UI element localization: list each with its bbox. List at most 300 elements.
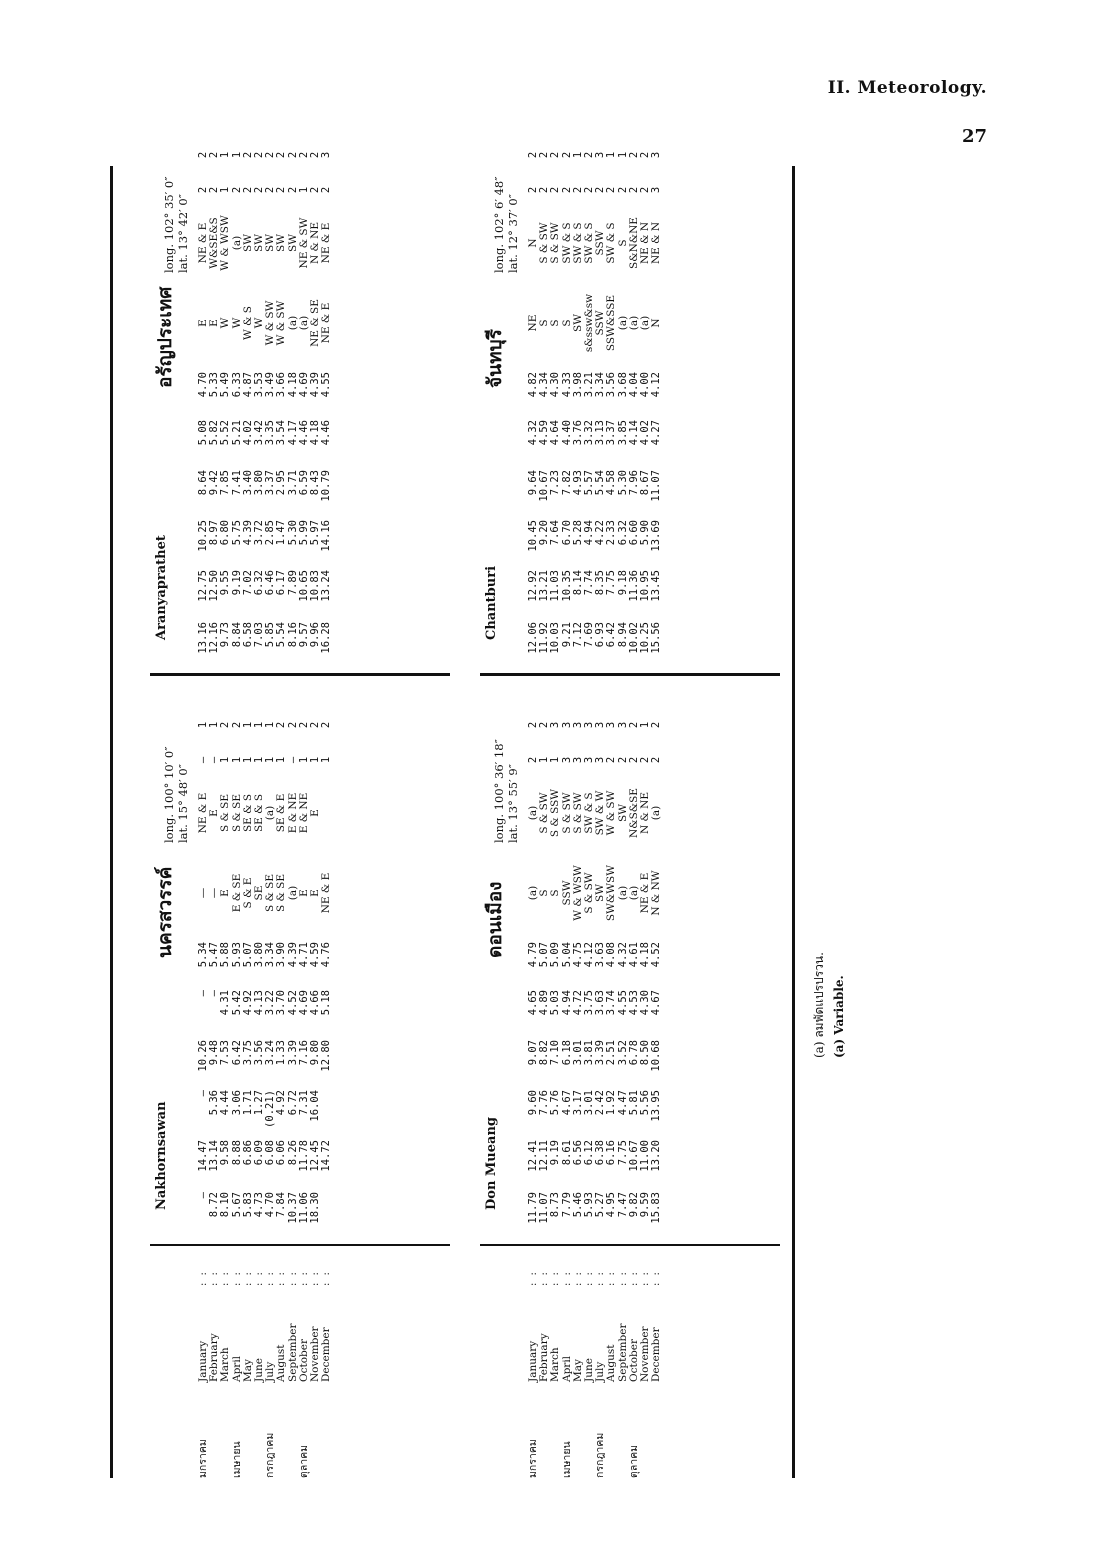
count-cell: 3 (594, 756, 607, 764)
wind-cell: SW & S (571, 222, 584, 264)
thai-month-label: มกราคม (197, 1439, 209, 1478)
page-header: II. Meteorology. (827, 78, 987, 98)
thai-month-label: ตุลาคม (297, 1444, 310, 1478)
data-cell: 3.72 (252, 520, 265, 546)
count-cell: 2 (208, 151, 221, 159)
count-cell: 1 (219, 151, 232, 159)
wind-cell: (a) (527, 805, 539, 821)
data-cell: 10.95 (638, 570, 651, 602)
wind-cell: S & E (241, 877, 254, 909)
data-cell (321, 1192, 332, 1238)
data-cell: 6.17 (275, 570, 288, 596)
thai-month-label (321, 1368, 332, 1478)
data-cell: 3.76 (571, 420, 584, 446)
wind-cell: W & SW (605, 790, 618, 836)
data-cell: 12.92 (527, 570, 539, 602)
data-cell: 3.01 (571, 1040, 584, 1066)
station-name: Aranyaprathet (154, 535, 169, 640)
data-cell: 5.42 (230, 990, 243, 1016)
data-column (198, 1090, 332, 1136)
data-column (528, 470, 662, 516)
wind-cell: SW (275, 234, 288, 252)
data-cell: 4.94 (582, 520, 595, 546)
month-labels (528, 1282, 662, 1382)
data-cell: 10.65 (297, 570, 310, 602)
data-cell: 10.45 (527, 520, 539, 552)
count-cell: 1 (320, 756, 333, 764)
data-cell: 14.72 (320, 1140, 333, 1172)
data-cell: 4.72 (571, 990, 584, 1016)
count-cell: 2 (241, 151, 254, 159)
thai-month-label: เมษายน (230, 1441, 243, 1478)
data-cell: 11.06 (297, 1192, 310, 1224)
count-cell: 2 (230, 186, 243, 194)
dot-leader: : : (220, 1270, 232, 1286)
dot-leader: : : (595, 1270, 607, 1286)
wind-cell: E (297, 889, 310, 897)
wind-cell: NE & E (320, 302, 333, 344)
data-cell: 4.93 (571, 470, 584, 496)
wind-cell: SE (252, 885, 265, 901)
count-cell: 2 (286, 721, 299, 729)
count-cell: 2 (549, 186, 562, 194)
month-label: September (286, 1323, 299, 1382)
data-column (528, 942, 662, 988)
count-cell: 3 (582, 721, 595, 729)
data-cell: 4.47 (616, 1090, 629, 1116)
wind-cell: SW (252, 234, 265, 252)
count-cell: 2 (241, 186, 254, 194)
data-cell: 3.98 (571, 372, 584, 398)
wind-cell: N & NE (638, 791, 651, 835)
wind-cell: S (549, 319, 562, 327)
data-cell: 4.46 (297, 420, 310, 446)
wind-cell: SSW (594, 230, 607, 256)
wind-cell: W & WSW (219, 215, 232, 271)
wind-cell: NE (527, 314, 539, 332)
count-cell: 3 (560, 721, 573, 729)
data-cell: 4.00 (638, 372, 651, 398)
count-cell: 2 (275, 721, 288, 729)
thai-month-label (276, 1368, 287, 1478)
wind-cell: E (197, 319, 209, 327)
wind-cell: (a) (527, 885, 539, 901)
data-cell: 4.69 (297, 990, 310, 1016)
count-cell: 2 (627, 721, 640, 729)
count-cell: 2 (308, 721, 321, 729)
data-cell: 5.28 (571, 520, 584, 546)
data-cell: 10.68 (650, 1040, 663, 1072)
data-cell: 6.46 (264, 570, 277, 596)
data-cell: 4.71 (297, 942, 310, 968)
month-label: February (538, 1333, 551, 1382)
data-cell: 3.32 (582, 420, 595, 446)
wind-cell: SSW (594, 310, 607, 336)
data-cell: 5.99 (297, 520, 310, 546)
count-cell: 1 (197, 721, 209, 729)
data-cell: 3.70 (275, 990, 288, 1016)
month-label: June (252, 1358, 265, 1382)
count-cell: — (208, 756, 221, 764)
count-cell: 2 (571, 186, 584, 194)
data-cell: 9.60 (527, 1090, 539, 1116)
data-cell: 9.59 (638, 1192, 651, 1218)
data-cell: 5.30 (616, 470, 629, 496)
data-cell: 9.55 (219, 570, 232, 596)
data-cell: 5.57 (582, 470, 595, 496)
wind-cell: S & SW (549, 222, 562, 264)
data-column (528, 990, 662, 1036)
count-cell: 2 (320, 721, 333, 729)
count-cell: 2 (650, 756, 663, 764)
data-cell: 7.41 (230, 470, 243, 496)
data-column (528, 1140, 662, 1186)
station-name: Chantburi (484, 565, 499, 640)
data-cell: 3.40 (241, 470, 254, 496)
count-cell: 2 (594, 186, 607, 194)
data-cell: 3.90 (275, 942, 288, 968)
page-number: 27 (961, 126, 987, 147)
data-cell: 3.42 (252, 420, 265, 446)
wind-cell: (a) (230, 235, 243, 251)
count-cell: 1 (241, 756, 254, 764)
data-cell: 6.18 (560, 1040, 573, 1066)
count-cell: 2 (197, 186, 209, 194)
thai-month-label (550, 1368, 561, 1478)
dot-leader: : : (561, 1270, 573, 1286)
count-cell: 1 (230, 756, 243, 764)
data-cell: 5.47 (208, 942, 221, 968)
data-cell: 1.33 (275, 1040, 288, 1066)
data-cell: 15.83 (650, 1192, 663, 1224)
data-cell: 3.63 (594, 990, 607, 1016)
count-cell: 2 (538, 186, 551, 194)
dot-leader: : : (309, 1270, 321, 1286)
data-cell: 7.74 (582, 570, 595, 596)
wind-cell: SW (286, 234, 299, 252)
data-cell: 8.84 (230, 622, 243, 648)
data-cell: 3.06 (230, 1090, 243, 1116)
footnote-thai: (a) ลมพัดแปรปรวน. (812, 952, 826, 1058)
data-cell: 6.38 (594, 1140, 607, 1166)
station-divider (150, 1244, 450, 1246)
data-cell: 5.67 (230, 1192, 243, 1218)
count-cell: 2 (616, 186, 629, 194)
data-cell: 5.08 (197, 420, 209, 446)
month-label: May (571, 1359, 584, 1382)
data-cell: 7.31 (297, 1090, 310, 1116)
data-cell: 13.69 (650, 520, 663, 552)
data-cell: 7.96 (627, 470, 640, 496)
data-cell: 4.75 (571, 942, 584, 968)
data-cell: 4.46 (320, 420, 333, 446)
data-cell: 3.66 (275, 372, 288, 398)
count-cell: 1 (538, 756, 551, 764)
wind-cell: E (208, 809, 221, 817)
station-longitude: long. 100° 36′ 18″ (492, 739, 506, 843)
data-cell: 4.52 (286, 990, 299, 1016)
data-cell: 12.41 (527, 1140, 539, 1172)
dot-leader: : : (550, 1270, 562, 1286)
data-cell: 7.12 (571, 622, 584, 648)
data-cell: — (208, 990, 221, 997)
count-cell: 2 (605, 186, 618, 194)
wind-cell: NE & N (638, 221, 651, 265)
data-column (528, 622, 662, 668)
thai-month-label (243, 1368, 254, 1478)
data-cell: 5.54 (594, 470, 607, 496)
wind-cell: SE & E (275, 793, 288, 833)
wind-column (528, 858, 662, 928)
data-cell: 4.27 (650, 420, 663, 446)
wind-cell: NE & E (197, 222, 209, 264)
wind-cell: SW & W (594, 790, 607, 836)
month-label: February (208, 1333, 221, 1382)
data-column (528, 372, 662, 418)
count-cell: 1 (308, 756, 321, 764)
data-cell: 4.33 (560, 372, 573, 398)
data-cell: 3.53 (252, 372, 265, 398)
count-column (528, 752, 662, 768)
count-cell: 1 (605, 151, 618, 159)
data-cell: 4.65 (527, 990, 539, 1016)
data-cell: 6.80 (219, 520, 232, 546)
data-cell: 5.54 (275, 622, 288, 648)
data-cell: 3.34 (594, 372, 607, 398)
data-cell: 7.03 (252, 622, 265, 648)
month-label: March (549, 1347, 562, 1382)
wind-cell: S & SE (219, 793, 232, 833)
data-cell: 5.34 (197, 942, 209, 968)
data-cell: 13.20 (650, 1140, 663, 1172)
count-cell: 2 (605, 756, 618, 764)
data-cell: 4.44 (219, 1090, 232, 1116)
station-latitude: lat. 13° 55′ 9″ (506, 763, 520, 843)
table-band (150, 151, 450, 1478)
data-cell: 2.95 (275, 470, 288, 496)
data-cell: 1.47 (275, 520, 288, 546)
data-cell: 9.82 (627, 1192, 640, 1218)
count-cell: 3 (549, 721, 562, 729)
data-cell: 2.33 (605, 520, 618, 546)
data-cell: 9.18 (616, 570, 629, 596)
data-cell: 12.80 (320, 1040, 333, 1072)
data-cell: 2.51 (605, 1040, 618, 1066)
data-cell: 3.56 (252, 1040, 265, 1066)
data-cell: 4.89 (538, 990, 551, 1016)
data-cell: 7.75 (605, 570, 618, 596)
wind-cell: S & SW (571, 792, 584, 834)
data-cell: 6.12 (582, 1140, 595, 1166)
data-cell: 5.33 (208, 372, 221, 398)
month-label: April (230, 1355, 243, 1382)
count-cell: 3 (605, 721, 618, 729)
data-cell: 4.67 (650, 990, 663, 1016)
count-cell: 2 (560, 186, 573, 194)
data-cell: 14.47 (197, 1140, 209, 1172)
wind-cell: SW & S (582, 792, 595, 834)
table-band (480, 151, 780, 1478)
data-cell: 4.14 (627, 420, 640, 446)
thai-month-labels (528, 1368, 662, 1478)
data-cell: 4.69 (297, 372, 310, 398)
data-cell: 5.97 (308, 520, 321, 546)
month-dot-leaders (198, 1270, 332, 1286)
data-cell: 4.58 (605, 470, 618, 496)
dot-leader: : : (628, 1270, 640, 1286)
data-cell: 3.68 (616, 372, 629, 398)
count-cell: 3 (320, 151, 333, 159)
data-cell: 12.06 (527, 622, 539, 654)
count-cell: 2 (297, 151, 310, 159)
data-cell: 4.59 (538, 420, 551, 446)
data-column (528, 520, 662, 566)
data-cell: 6.59 (297, 470, 310, 496)
data-cell: 7.85 (219, 470, 232, 496)
data-cell: 4.39 (286, 942, 299, 968)
data-cell: 4.73 (252, 1192, 265, 1218)
data-cell: 9.96 (308, 622, 321, 648)
thai-month-labels (198, 1368, 332, 1478)
data-cell: 9.48 (208, 1040, 221, 1066)
count-cell: 1 (571, 151, 584, 159)
data-cell: 6.72 (286, 1090, 299, 1116)
data-cell: 4.31 (219, 990, 232, 1016)
table-top-rule (110, 166, 113, 1478)
data-cell: 7.82 (560, 470, 573, 496)
data-cell: 6.60 (627, 520, 640, 546)
data-column (528, 570, 662, 616)
wind-cell: SSW (560, 880, 573, 906)
thai-month-label (209, 1368, 220, 1478)
data-cell: 6.56 (571, 1140, 584, 1166)
wind-cell: NE & SW (297, 217, 310, 269)
data-cell: 4.08 (605, 942, 618, 968)
data-cell: 5.09 (549, 942, 562, 968)
wind-cell: E (208, 319, 221, 327)
dot-leader: : : (651, 1270, 663, 1286)
data-column (198, 990, 332, 1036)
data-cell: 3.13 (594, 420, 607, 446)
data-column (198, 1192, 332, 1238)
wind-cell: SW & S (582, 222, 595, 264)
wind-cell: SW (264, 234, 277, 252)
wind-cell: S & SW (582, 872, 595, 914)
data-cell: 4.66 (308, 990, 321, 1016)
dot-leader: : : (276, 1270, 288, 1286)
data-cell: 6.58 (241, 622, 254, 648)
data-cell: 6.78 (627, 1040, 640, 1066)
data-cell: 13.16 (197, 622, 209, 654)
data-cell: 5.90 (638, 520, 651, 546)
thai-month-label (288, 1368, 299, 1478)
count-cell: 2 (230, 721, 243, 729)
data-cell: 3.01 (582, 1090, 595, 1116)
data-cell: 4.13 (252, 990, 265, 1016)
data-cell: 3.17 (571, 1090, 584, 1116)
data-cell: 6.93 (594, 622, 607, 648)
data-cell: 6.42 (605, 622, 618, 648)
month-label: April (560, 1355, 573, 1382)
data-cell: 5.93 (582, 1192, 595, 1218)
data-cell: 7.53 (219, 1040, 232, 1066)
data-cell: 3.34 (264, 942, 277, 968)
count-cell: 1 (297, 186, 310, 194)
data-cell: 7.64 (549, 520, 562, 546)
data-cell: 6.42 (230, 1040, 243, 1066)
data-cell: 4.53 (627, 990, 640, 1016)
count-cell: 2 (219, 721, 232, 729)
count-cell: 2 (275, 151, 288, 159)
month-dot-leaders (528, 1270, 662, 1286)
wind-cell: W&SE&S (208, 217, 221, 269)
data-cell: 9.73 (219, 622, 232, 648)
count-cell: 2 (627, 151, 640, 159)
month-label: October (297, 1339, 310, 1382)
month-label: January (197, 1340, 209, 1382)
data-cell: 10.67 (538, 470, 551, 502)
data-cell: 3.74 (605, 990, 618, 1016)
month-label: July (264, 1361, 277, 1382)
data-cell: 18.30 (308, 1192, 321, 1224)
data-cell: 4.17 (286, 420, 299, 446)
count-cell: 2 (650, 721, 663, 729)
data-cell: 5.27 (594, 1192, 607, 1218)
data-cell: 4.59 (308, 942, 321, 968)
count-cell: 2 (527, 186, 539, 194)
data-column (198, 1140, 332, 1186)
data-cell: 4.61 (627, 942, 640, 968)
month-label: July (594, 1361, 607, 1382)
dot-leader: : : (572, 1270, 584, 1286)
data-cell: 7.79 (560, 1192, 573, 1218)
dot-leader: : : (639, 1270, 651, 1286)
data-cell: 7.02 (241, 570, 254, 596)
month-label: December (650, 1327, 663, 1382)
data-column (198, 1040, 332, 1086)
station-latitude: lat. 15° 48′ 0″ (176, 763, 190, 843)
data-cell: 4.76 (320, 942, 333, 968)
data-cell: 10.03 (549, 622, 562, 654)
data-cell: 5.76 (549, 1090, 562, 1116)
data-cell: 15.56 (650, 622, 663, 654)
data-cell: 2.85 (264, 520, 277, 546)
thai-month-label (651, 1368, 662, 1478)
month-label: October (627, 1339, 640, 1382)
count-cell: 2 (538, 151, 551, 159)
dot-leader: : : (198, 1270, 209, 1286)
wind-cell: S & SW (538, 792, 551, 834)
data-cell: 5.07 (538, 942, 551, 968)
wind-cell: (a) (616, 885, 629, 901)
data-cell: 11.07 (538, 1192, 551, 1224)
data-cell: 9.20 (538, 520, 551, 546)
data-cell: 5.18 (320, 990, 333, 1016)
table-bottom-rule (792, 166, 795, 1478)
data-cell: 3.35 (264, 420, 277, 446)
data-cell: 4.34 (538, 372, 551, 398)
count-cell: 3 (582, 756, 595, 764)
count-cell: 1 (208, 721, 221, 729)
count-cell: 2 (527, 151, 539, 159)
data-cell: 9.64 (527, 470, 539, 496)
data-column (198, 570, 332, 616)
thai-month-label (606, 1368, 617, 1478)
data-cell: 3.37 (264, 470, 277, 496)
count-cell: 3 (560, 756, 573, 764)
thai-month-label (539, 1368, 550, 1478)
count-cell: 3 (571, 721, 584, 729)
